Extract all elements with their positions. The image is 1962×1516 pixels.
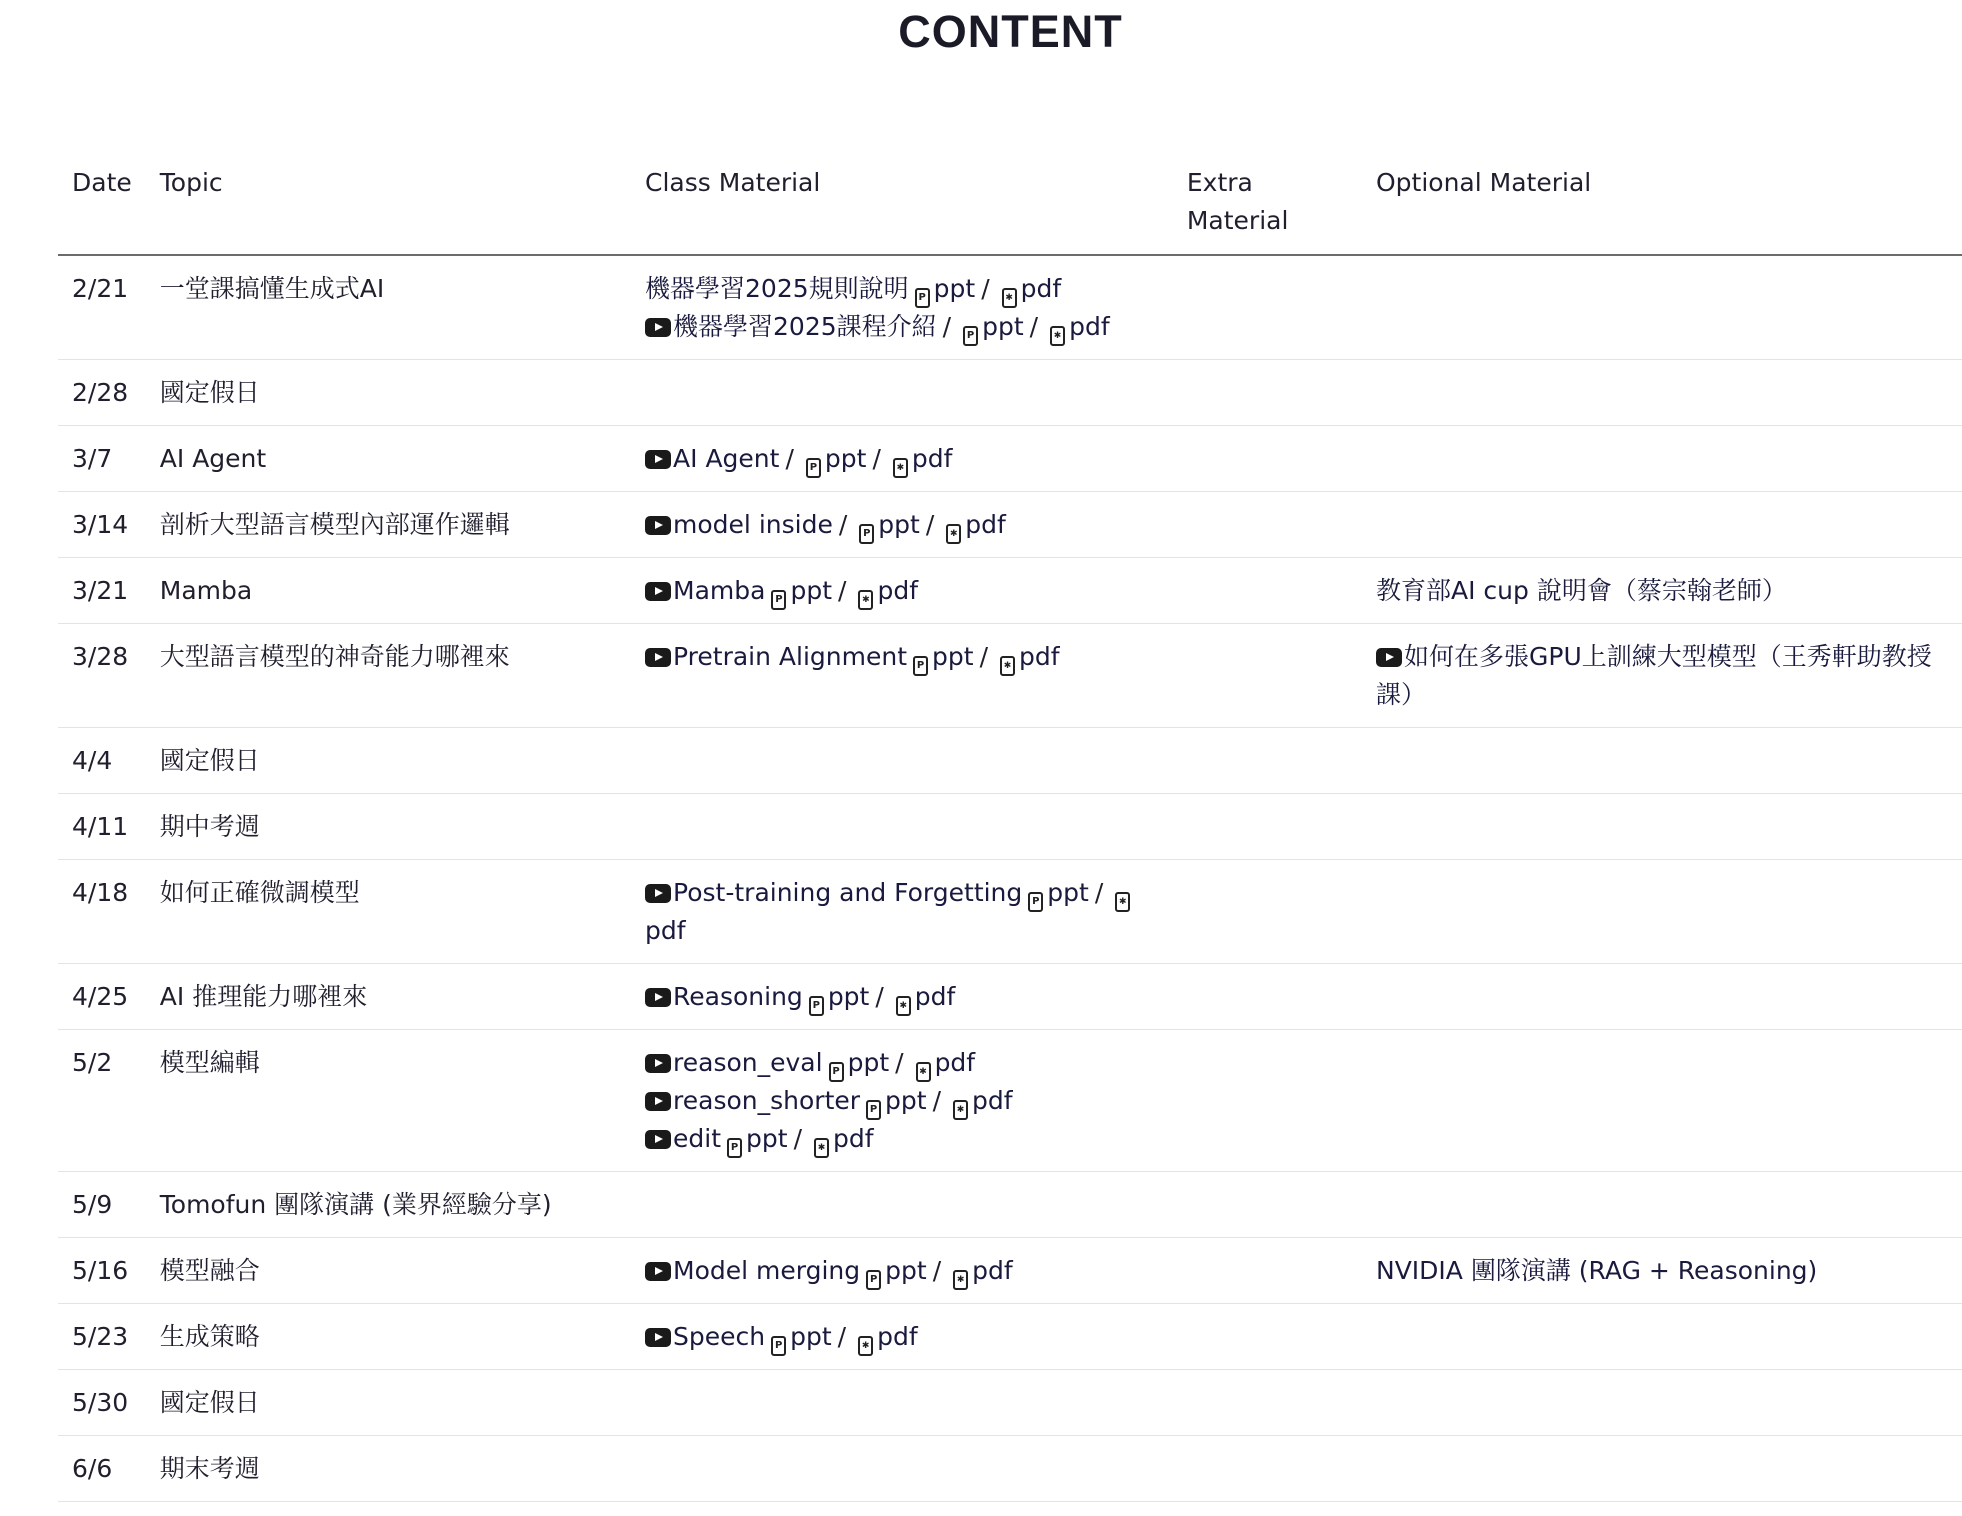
cell-date: 4/18 bbox=[58, 860, 146, 964]
cell-extra-material bbox=[1173, 255, 1362, 360]
cell-extra-material bbox=[1173, 794, 1362, 860]
cell-class-material bbox=[631, 1370, 1173, 1436]
ppt-label: ppt bbox=[790, 1322, 832, 1351]
cell-class-material bbox=[631, 1436, 1173, 1502]
page-title: CONTENT bbox=[898, 6, 1123, 57]
youtube-icon bbox=[645, 884, 671, 903]
cell-date: 4/11 bbox=[58, 794, 146, 860]
cell-date: 2/21 bbox=[58, 255, 146, 360]
ppt-label: ppt bbox=[790, 576, 833, 605]
schedule-table bbox=[58, 150, 1962, 1502]
pdf-label: pdf bbox=[1019, 642, 1060, 671]
separator: / bbox=[872, 444, 881, 473]
pdf-link[interactable] bbox=[996, 274, 1062, 303]
cell-topic: 剖析大型語言模型內部運作邏輯 bbox=[146, 492, 631, 558]
separator: / bbox=[875, 982, 884, 1011]
ppt-link[interactable] bbox=[860, 1256, 927, 1285]
cell-optional-material bbox=[1362, 1304, 1962, 1370]
pdf-label: pdf bbox=[934, 1048, 976, 1077]
cell-date: 4/4 bbox=[58, 728, 146, 794]
cell-date: 5/23 bbox=[58, 1304, 146, 1370]
table-header-row bbox=[58, 150, 1962, 255]
ppt-link[interactable] bbox=[800, 444, 867, 473]
header-class-material: Class Material bbox=[631, 150, 1173, 255]
pdf-link[interactable] bbox=[852, 1322, 918, 1351]
cell-class-material bbox=[631, 255, 1173, 360]
pdf-file-icon bbox=[1002, 288, 1017, 308]
cell-class-material bbox=[631, 426, 1173, 492]
material-title: Pretrain Alignment bbox=[673, 642, 908, 671]
cell-extra-material bbox=[1173, 1172, 1362, 1238]
cell-topic: 期中考週 bbox=[146, 794, 631, 860]
table-row bbox=[58, 794, 1962, 860]
material-video-link[interactable] bbox=[645, 1048, 823, 1077]
ppt-label: ppt bbox=[982, 312, 1024, 341]
pdf-file-icon bbox=[858, 1336, 873, 1356]
cell-topic: 模型融合 bbox=[146, 1238, 631, 1304]
pdf-label: pdf bbox=[965, 510, 1006, 539]
cell-date: 5/16 bbox=[58, 1238, 146, 1304]
optional-material-title: NVIDIA 團隊演講 (RAG + Reasoning) bbox=[1376, 1256, 1818, 1285]
cell-class-material bbox=[631, 558, 1173, 624]
material-title: model inside bbox=[673, 510, 833, 539]
ppt-link[interactable] bbox=[860, 1086, 927, 1115]
ppt-file-icon bbox=[771, 1336, 786, 1356]
optional-material-link[interactable] bbox=[1376, 576, 1787, 605]
material-item bbox=[645, 572, 1159, 610]
material-video-link[interactable] bbox=[645, 878, 1022, 907]
separator: / bbox=[837, 1322, 847, 1351]
cell-extra-material bbox=[1173, 492, 1362, 558]
youtube-icon bbox=[645, 582, 671, 601]
cell-optional-material bbox=[1362, 360, 1962, 426]
ppt-link[interactable] bbox=[907, 642, 974, 671]
cell-topic: 如何正確微調模型 bbox=[146, 860, 631, 964]
material-title: AI Agent bbox=[673, 444, 780, 473]
cell-extra-material bbox=[1173, 1370, 1362, 1436]
cell-extra-material bbox=[1173, 624, 1362, 728]
pdf-link[interactable] bbox=[808, 1124, 874, 1153]
cell-topic: AI Agent bbox=[146, 426, 631, 492]
cell-class-material bbox=[631, 964, 1173, 1030]
youtube-icon bbox=[645, 450, 671, 469]
material-item bbox=[645, 440, 1159, 478]
cell-optional-material bbox=[1362, 728, 1962, 794]
pdf-file-icon bbox=[1115, 892, 1130, 912]
separator: / bbox=[785, 444, 794, 473]
material-title: 機器學習2025規則說明 bbox=[645, 274, 909, 303]
pdf-link[interactable] bbox=[994, 642, 1060, 671]
optional-material-title: 教育部AI cup 說明會（蔡宗翰老師） bbox=[1376, 576, 1787, 605]
cell-optional-material bbox=[1362, 1436, 1962, 1502]
table-body bbox=[58, 255, 1962, 1502]
table-row bbox=[58, 360, 1962, 426]
pdf-link[interactable] bbox=[947, 1256, 1013, 1285]
separator: / bbox=[1029, 312, 1039, 341]
separator: / bbox=[942, 312, 952, 341]
table-row bbox=[58, 1238, 1962, 1304]
table-row bbox=[58, 1172, 1962, 1238]
ppt-label: ppt bbox=[933, 274, 976, 303]
material-video-link[interactable] bbox=[645, 1256, 860, 1285]
ppt-file-icon bbox=[866, 1100, 881, 1120]
separator: / bbox=[932, 1086, 942, 1115]
header-date: Date bbox=[58, 150, 146, 255]
ppt-file-icon bbox=[913, 656, 928, 676]
ppt-link[interactable] bbox=[909, 274, 976, 303]
material-video-link[interactable] bbox=[645, 312, 937, 341]
separator: / bbox=[932, 1256, 942, 1285]
optional-material-title: 如何在多張GPU上訓練大型模型（王秀軒助教授課） bbox=[1376, 642, 1932, 709]
cell-class-material bbox=[631, 1304, 1173, 1370]
cell-optional-material bbox=[1362, 558, 1962, 624]
ppt-label: ppt bbox=[878, 510, 920, 539]
pdf-file-icon bbox=[916, 1062, 931, 1082]
ppt-link[interactable] bbox=[823, 1048, 890, 1077]
cell-optional-material bbox=[1362, 492, 1962, 558]
pdf-link[interactable] bbox=[940, 510, 1006, 539]
pdf-link[interactable] bbox=[890, 982, 956, 1011]
cell-optional-material bbox=[1362, 426, 1962, 492]
cell-optional-material bbox=[1362, 1030, 1962, 1172]
pdf-file-icon bbox=[946, 524, 961, 544]
cell-topic: 國定假日 bbox=[146, 728, 631, 794]
separator: / bbox=[981, 274, 990, 303]
cell-topic: AI 推理能力哪裡來 bbox=[146, 964, 631, 1030]
pdf-label: pdf bbox=[1020, 274, 1062, 303]
youtube-icon bbox=[645, 516, 671, 535]
cell-class-material bbox=[631, 1030, 1173, 1172]
cell-topic: 國定假日 bbox=[146, 1370, 631, 1436]
ppt-link[interactable] bbox=[1022, 878, 1089, 907]
separator: / bbox=[1094, 878, 1104, 907]
ppt-link[interactable] bbox=[957, 312, 1024, 341]
youtube-icon bbox=[645, 1054, 671, 1073]
ppt-link[interactable] bbox=[803, 982, 870, 1011]
youtube-icon bbox=[645, 1130, 671, 1149]
material-item bbox=[645, 1120, 1159, 1158]
cell-date: 3/14 bbox=[58, 492, 146, 558]
cell-optional-material bbox=[1362, 964, 1962, 1030]
material-item bbox=[645, 506, 1159, 544]
material-item bbox=[645, 638, 1159, 676]
pdf-label: pdf bbox=[1069, 312, 1110, 341]
table-row bbox=[58, 426, 1962, 492]
cell-extra-material bbox=[1173, 964, 1362, 1030]
separator: / bbox=[895, 1048, 904, 1077]
cell-extra-material bbox=[1173, 360, 1362, 426]
material-video-link[interactable] bbox=[645, 1124, 721, 1153]
table-row bbox=[58, 728, 1962, 794]
ppt-label: ppt bbox=[885, 1086, 927, 1115]
optional-material-link[interactable] bbox=[1376, 642, 1932, 709]
cell-extra-material bbox=[1173, 1238, 1362, 1304]
ppt-file-icon bbox=[806, 458, 821, 478]
cell-topic: Mamba bbox=[146, 558, 631, 624]
material-title: Model merging bbox=[673, 1256, 861, 1285]
material-title: reason_eval bbox=[673, 1048, 823, 1077]
cell-optional-material bbox=[1362, 794, 1962, 860]
cell-class-material bbox=[631, 728, 1173, 794]
ppt-link[interactable] bbox=[853, 510, 920, 539]
separator: / bbox=[979, 642, 988, 671]
cell-topic: 生成策略 bbox=[146, 1304, 631, 1370]
material-item bbox=[645, 1318, 1159, 1356]
cell-date: 6/6 bbox=[58, 1436, 146, 1502]
pdf-file-icon bbox=[858, 590, 873, 610]
cell-extra-material bbox=[1173, 426, 1362, 492]
cell-optional-material bbox=[1362, 860, 1962, 964]
ppt-file-icon bbox=[771, 590, 786, 610]
ppt-label: ppt bbox=[847, 1048, 890, 1077]
ppt-label: ppt bbox=[932, 642, 974, 671]
cell-optional-material bbox=[1362, 1172, 1962, 1238]
cell-extra-material bbox=[1173, 558, 1362, 624]
ppt-label: ppt bbox=[746, 1124, 788, 1153]
ppt-file-icon bbox=[859, 524, 874, 544]
youtube-icon bbox=[645, 1262, 671, 1281]
pdf-label: pdf bbox=[877, 576, 918, 605]
separator: / bbox=[925, 510, 935, 539]
table-row bbox=[58, 492, 1962, 558]
pdf-label: pdf bbox=[972, 1086, 1013, 1115]
material-item bbox=[645, 1044, 1159, 1082]
ppt-label: ppt bbox=[827, 982, 870, 1011]
material-video-link[interactable] bbox=[645, 576, 765, 605]
youtube-icon bbox=[645, 318, 671, 337]
cell-extra-material bbox=[1173, 1030, 1362, 1172]
table-row bbox=[58, 558, 1962, 624]
cell-extra-material bbox=[1173, 728, 1362, 794]
cell-class-material bbox=[631, 492, 1173, 558]
cell-topic: Tomofun 團隊演講 (業界經驗分享) bbox=[146, 1172, 631, 1238]
cell-date: 3/28 bbox=[58, 624, 146, 728]
material-title: Speech bbox=[673, 1322, 766, 1351]
material-title: Mamba bbox=[673, 576, 766, 605]
cell-class-material bbox=[631, 624, 1173, 728]
material-item bbox=[645, 1252, 1159, 1290]
cell-date: 4/25 bbox=[58, 964, 146, 1030]
ppt-label: ppt bbox=[824, 444, 867, 473]
cell-class-material bbox=[631, 860, 1173, 964]
table-row bbox=[58, 964, 1962, 1030]
cell-topic: 一堂課搞懂生成式AI bbox=[146, 255, 631, 360]
pdf-label: pdf bbox=[972, 1256, 1013, 1285]
pdf-file-icon bbox=[1050, 326, 1065, 346]
separator: / bbox=[838, 576, 847, 605]
table-row bbox=[58, 860, 1962, 964]
table-row bbox=[58, 1370, 1962, 1436]
material-video-link[interactable] bbox=[645, 510, 833, 539]
material-video-link[interactable] bbox=[645, 444, 779, 473]
ppt-file-icon bbox=[866, 1270, 881, 1290]
separator: / bbox=[793, 1124, 803, 1153]
ppt-file-icon bbox=[829, 1062, 844, 1082]
material-video-link[interactable] bbox=[645, 274, 909, 303]
ppt-link[interactable] bbox=[765, 576, 832, 605]
cell-date: 3/7 bbox=[58, 426, 146, 492]
ppt-label: ppt bbox=[1047, 878, 1089, 907]
cell-class-material bbox=[631, 360, 1173, 426]
cell-optional-material bbox=[1362, 1370, 1962, 1436]
table-row bbox=[58, 1436, 1962, 1502]
youtube-icon bbox=[645, 988, 671, 1007]
pdf-link[interactable] bbox=[947, 1086, 1013, 1115]
material-item bbox=[645, 874, 1159, 950]
cell-optional-material bbox=[1362, 1238, 1962, 1304]
pdf-label: pdf bbox=[877, 1322, 918, 1351]
table-row bbox=[58, 1304, 1962, 1370]
cell-topic: 模型編輯 bbox=[146, 1030, 631, 1172]
pdf-link[interactable] bbox=[852, 576, 918, 605]
cell-date: 5/2 bbox=[58, 1030, 146, 1172]
table-row bbox=[58, 624, 1962, 728]
material-item bbox=[645, 978, 1159, 1016]
youtube-icon bbox=[645, 1092, 671, 1111]
separator: / bbox=[838, 510, 848, 539]
cell-date: 5/30 bbox=[58, 1370, 146, 1436]
material-video-link[interactable] bbox=[645, 982, 803, 1011]
material-item bbox=[645, 270, 1159, 308]
pdf-file-icon bbox=[896, 996, 911, 1016]
table-row bbox=[58, 1030, 1962, 1172]
header-topic: Topic bbox=[146, 150, 631, 255]
ppt-label: ppt bbox=[885, 1256, 927, 1285]
cell-date: 5/9 bbox=[58, 1172, 146, 1238]
cell-optional-material bbox=[1362, 624, 1962, 728]
material-video-link[interactable] bbox=[645, 1322, 765, 1351]
cell-topic: 期末考週 bbox=[146, 1436, 631, 1502]
cell-topic: 大型語言模型的神奇能力哪裡來 bbox=[146, 624, 631, 728]
pdf-file-icon bbox=[1000, 656, 1015, 676]
material-title: reason_shorter bbox=[673, 1086, 861, 1115]
ppt-file-icon bbox=[1028, 892, 1043, 912]
material-title: Reasoning bbox=[673, 982, 803, 1011]
pdf-file-icon bbox=[953, 1270, 968, 1290]
material-title: Post-training and Forgetting bbox=[673, 878, 1023, 907]
cell-class-material bbox=[631, 1238, 1173, 1304]
pdf-link[interactable] bbox=[887, 444, 953, 473]
pdf-file-icon bbox=[953, 1100, 968, 1120]
pdf-file-icon bbox=[814, 1138, 829, 1158]
pdf-file-icon bbox=[893, 458, 908, 478]
pdf-link[interactable] bbox=[910, 1048, 976, 1077]
ppt-file-icon bbox=[727, 1138, 742, 1158]
cell-topic: 國定假日 bbox=[146, 360, 631, 426]
youtube-icon bbox=[1376, 648, 1402, 667]
cell-class-material bbox=[631, 1172, 1173, 1238]
material-title: edit bbox=[673, 1124, 722, 1153]
cell-class-material bbox=[631, 794, 1173, 860]
cell-extra-material bbox=[1173, 860, 1362, 964]
ppt-file-icon bbox=[809, 996, 824, 1016]
pdf-label: pdf bbox=[833, 1124, 874, 1153]
cell-optional-material bbox=[1362, 255, 1962, 360]
header-optional-material: Optional Material bbox=[1362, 150, 1962, 255]
material-item bbox=[645, 1082, 1159, 1120]
pdf-label: pdf bbox=[645, 916, 686, 945]
header-extra-material: Extra Material bbox=[1173, 150, 1362, 255]
pdf-label: pdf bbox=[914, 982, 956, 1011]
ppt-link[interactable] bbox=[721, 1124, 788, 1153]
cell-extra-material bbox=[1173, 1436, 1362, 1502]
material-item bbox=[645, 308, 1159, 346]
optional-material-link[interactable] bbox=[1376, 1256, 1817, 1285]
material-title: 機器學習2025課程介紹 bbox=[673, 312, 937, 341]
material-video-link[interactable] bbox=[645, 1086, 860, 1115]
youtube-icon bbox=[645, 1328, 671, 1347]
ppt-link[interactable] bbox=[765, 1322, 832, 1351]
pdf-label: pdf bbox=[911, 444, 953, 473]
ppt-file-icon bbox=[915, 288, 930, 308]
ppt-file-icon bbox=[963, 326, 978, 346]
youtube-icon bbox=[645, 648, 671, 667]
pdf-link[interactable] bbox=[1044, 312, 1110, 341]
material-video-link[interactable] bbox=[645, 642, 907, 671]
cell-extra-material bbox=[1173, 1304, 1362, 1370]
cell-date: 2/28 bbox=[58, 360, 146, 426]
table-row bbox=[58, 255, 1962, 360]
cell-date: 3/21 bbox=[58, 558, 146, 624]
